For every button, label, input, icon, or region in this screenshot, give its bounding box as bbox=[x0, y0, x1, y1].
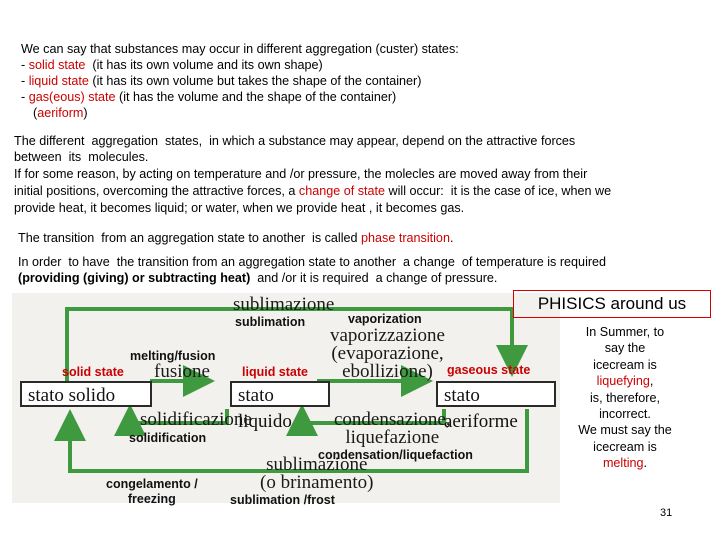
change-of-state-term: change of state bbox=[298, 184, 386, 198]
heat-bold-text: (providing (giving) or subtracting heat) bbox=[18, 271, 251, 285]
intro-liquid-line: - liquid state (it has its own volume but takes the shape of the container) bbox=[21, 74, 422, 88]
label-vaporizzazione: vaporizzazione (evaporazione, ebollizione) bbox=[330, 325, 445, 382]
phisics-around-us-title: PHISICS around us bbox=[513, 290, 711, 318]
para2-line-1: The different aggregation states, in which a substance may appear, depend on the attractive forces bbox=[14, 134, 576, 148]
label-condensation-en: condensation/liquefaction bbox=[318, 448, 473, 462]
label-vaporization-en: vaporization bbox=[348, 312, 422, 326]
aeriform-term: aeriform bbox=[37, 106, 84, 120]
box-gas-state: stato aeriforme bbox=[436, 381, 556, 407]
liquefying-term: liquefying bbox=[596, 374, 650, 389]
box-solid-state: stato solido bbox=[20, 381, 152, 407]
label-melting-en: melting/fusion bbox=[130, 349, 216, 363]
label-solidificazione: solidificazione bbox=[140, 409, 252, 430]
para4-line-2: (providing (giving) or subtracting heat) and /or it is required a change of pressure. bbox=[18, 271, 498, 285]
label-solidification-en: solidification bbox=[129, 431, 207, 445]
label-liquid-state-en: liquid state bbox=[242, 365, 308, 379]
label-gaseous-state-en: gaseous state bbox=[447, 363, 531, 377]
box-liquid-state: stato liquido bbox=[230, 381, 330, 407]
label-sublimation-en: sublimation bbox=[235, 315, 306, 329]
para2-line-3: If for some reason, by acting on temperature and /or pressure, the molecles are moved away from their bbox=[14, 167, 588, 181]
page-number: 31 bbox=[660, 507, 673, 519]
liquid-state-term: liquid state bbox=[28, 74, 89, 88]
phase-transition-term: phase transition bbox=[361, 231, 450, 245]
summer-note: In Summer, to say the icecream is liquefying, is, therefore, incorrect. We must say the icecream is melting. bbox=[578, 325, 672, 471]
para4-line-1: In order to have the transition from an aggregation state to another a change of temperature is required bbox=[18, 255, 607, 269]
label-sublimazione: sublimazione bbox=[233, 294, 335, 315]
aeriform-line: (aeriform) bbox=[33, 106, 88, 120]
para2-line-5: provide heat, it becomes liquid; or water, when we provide heat , it becomes gas. bbox=[14, 201, 465, 215]
intro-solid-line: - solid state (it has its own volume and its own shape) bbox=[21, 58, 323, 72]
para2-line-2: between its molecules. bbox=[14, 150, 149, 164]
solid-state-term: solid state bbox=[28, 58, 86, 72]
label-brinamento: sublimazione (o brinamento) bbox=[260, 454, 374, 493]
gas-state-term: gas(eous) state bbox=[28, 90, 116, 104]
label-solid-state-en: solid state bbox=[62, 365, 124, 379]
para2-line-4: initial positions, overcoming the attractive forces, a change of state will occur: it is the case of ice, when we bbox=[14, 184, 612, 198]
para3-line: The transition from an aggregation state to another is called phase transition. bbox=[18, 231, 454, 245]
phase-transition-diagram bbox=[12, 293, 560, 507]
intro-gas-line: - gas(eous) state (it has the volume and the shape of the container) bbox=[21, 90, 397, 104]
melting-term: melting bbox=[602, 456, 644, 471]
label-condensazione: condensazione, liquefazione bbox=[334, 409, 451, 448]
label-fusione: fusione bbox=[154, 361, 210, 382]
intro-line-1: We can say that substances may occur in different aggregation (custer) states: bbox=[21, 42, 459, 56]
label-sublimation-frost-en: sublimation /frost bbox=[230, 493, 335, 507]
label-freezing-en: congelamento / freezing bbox=[106, 477, 198, 506]
